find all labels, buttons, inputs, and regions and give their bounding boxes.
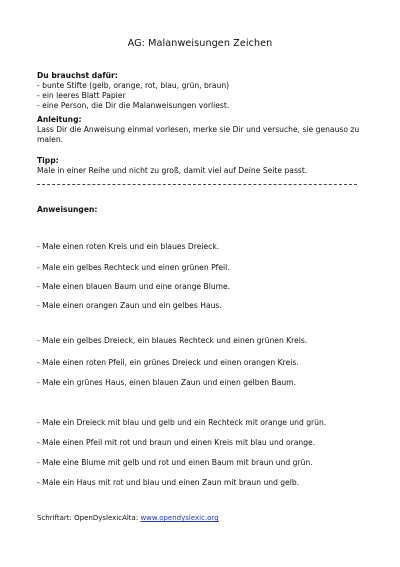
instruction-item: - Male ein Haus mit rot und blau und einen Zaun mit braun und gelb. [37, 478, 300, 487]
page-title: AG: Malanweisungen Zeichen [127, 38, 273, 49]
instructions-heading: Anweisungen: [37, 205, 98, 214]
guide-text: Lass Dir die Anweisung einmal vorlesen, merke sie Dir und versuche, sie genauso zu malen. [37, 125, 360, 145]
font-credit-label: Schriftart: OpenDyslexicAlta: [37, 514, 141, 522]
tip-heading: Tipp: [37, 156, 59, 165]
instruction-item: - Male einen Pfeil mit rot und braun und einen Kreis mit blau und orange. [37, 438, 316, 447]
instruction-item: - Male einen roten Pfeil, ein grünes Dreieck und einen orangen Kreis. [37, 358, 299, 367]
instruction-item: - Male einen roten Kreis und ein blaues Dreieck. [37, 242, 220, 251]
materials-item: - bunte Stifte (gelb, orange, rot, blau, grün, braun) [37, 81, 230, 91]
materials-item: - ein leeres Blatt Papier [37, 91, 126, 101]
instruction-item: - Male ein gelbes Rechteck und einen grünen Pfeil. [37, 263, 230, 272]
tip-section [37, 156, 372, 176]
instruction-item: - Male einen orangen Zaun und ein gelbes Haus. [37, 301, 222, 310]
instruction-item: - Male eine Blume mit gelb und rot und einen Baum mit braun und grün. [37, 458, 313, 467]
instruction-item: - Male ein Dreieck mit blau und gelb und ein Rechteck mit orange und grün. [37, 418, 327, 427]
font-credit-link[interactable]: www.opendyslexic.org [140, 514, 219, 522]
materials-item: - eine Person, die Dir die Malanweisungen vorliest. [37, 101, 230, 111]
instruction-item: - Male ein grünes Haus, einen blauen Zaun und einen gelben Baum. [37, 378, 296, 387]
font-credit [37, 514, 219, 522]
guide-section [37, 115, 372, 145]
materials-heading: Du brauchst dafür: [37, 71, 118, 80]
guide-heading: Anleitung: [37, 115, 82, 124]
materials-section [37, 71, 372, 111]
dashed-divider [37, 184, 357, 185]
tip-text: Male in einer Reihe und nicht zu groß, damit viel auf Deine Seite passt. [37, 166, 308, 176]
instruction-item: - Male einen blauen Baum und eine orange Blume. [37, 282, 231, 291]
instruction-item: - Male ein gelbes Dreieck, ein blaues Rechteck und einen grünen Kreis. [37, 336, 308, 345]
